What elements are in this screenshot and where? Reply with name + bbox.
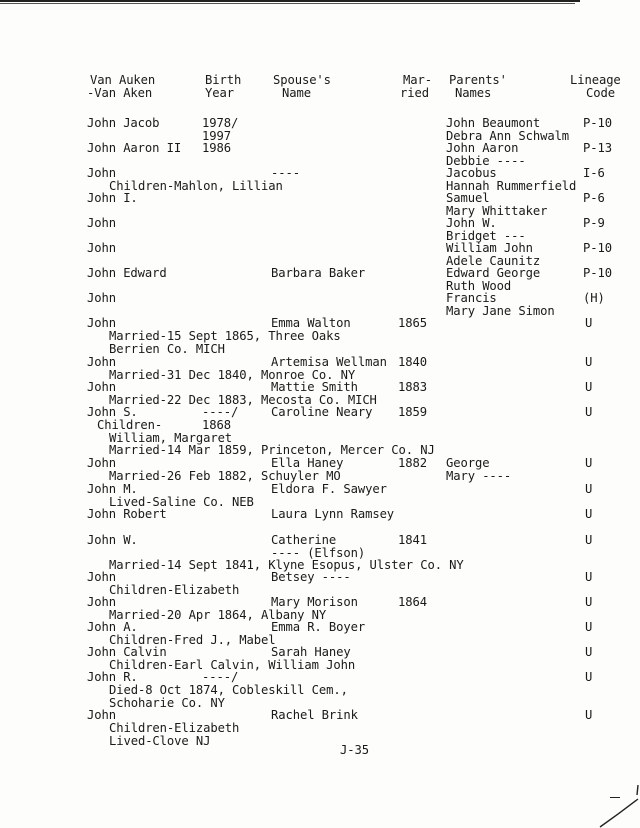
row-birth-year: 1868 — [202, 418, 231, 432]
row-person-name: John R. — [87, 670, 138, 684]
row-spouse-name: Caroline Neary — [271, 405, 373, 419]
row-parent-name: Ruth Wood — [446, 279, 512, 293]
page-number: J-35 — [340, 743, 369, 757]
row-parent-name: Francis — [446, 291, 497, 305]
row-lineage-code: (H) — [583, 291, 605, 305]
header-col-birth-line1: Birth — [205, 73, 242, 87]
scan-top-edge — [0, 0, 580, 2]
row-person-name: John Calvin — [87, 645, 167, 659]
row-person-name: John — [87, 316, 116, 330]
row-person-name: John Jacob — [87, 116, 160, 130]
header-col-name-line1: Van Auken — [90, 73, 156, 87]
row-lineage-code: U — [585, 507, 593, 521]
row-spouse-name: Barbara Baker — [271, 266, 366, 280]
row-person-name: John A. — [87, 620, 138, 634]
row-birth-year: ----/ — [202, 670, 239, 684]
row-note: Children-Fred J., Mabel — [109, 633, 276, 647]
header-col-parents-line2: Names — [455, 86, 492, 100]
row-person-name: John — [87, 708, 116, 722]
row-note: William, Margaret — [109, 431, 233, 445]
row-parent-name: John Aaron — [446, 141, 519, 155]
row-spouse-name: Artemisa Wellman — [271, 355, 387, 369]
row-parent-name: William John — [446, 241, 533, 255]
row-lineage-code: U — [585, 708, 593, 722]
row-lineage-code: U — [585, 316, 593, 330]
header-col-spouse-line2: Name — [282, 86, 311, 100]
header-col-spouse-line1: Spouse's — [273, 73, 331, 87]
row-parent-name: Mary ---- — [446, 469, 512, 483]
row-note: Married-14 Mar 1859, Princeton, Mercer Co. NJ — [109, 443, 435, 457]
row-lineage-code: U — [585, 355, 593, 369]
row-parent-name: Edward George — [446, 266, 541, 280]
row-lineage-code: U — [585, 595, 593, 609]
row-married-year: 1883 — [398, 380, 427, 394]
row-lineage-code: P-9 — [583, 216, 605, 230]
row-lineage-code: U — [585, 380, 593, 394]
row-person-name: John — [87, 241, 116, 255]
row-lineage-code: U — [585, 645, 593, 659]
row-person-name: John — [87, 291, 116, 305]
row-parent-name: Adele Caunitz — [446, 254, 541, 268]
row-parent-name: Debbie ---- — [446, 154, 526, 168]
row-note: Schoharie Co. NY — [109, 696, 225, 710]
row-parent-name: George — [446, 456, 490, 470]
header-col-lineage-line1: Lineage — [570, 73, 621, 87]
row-note: Married-20 Apr 1864, Albany NY — [109, 608, 327, 622]
row-parent-name: John Beaumont — [446, 116, 541, 130]
row-lineage-code: U — [585, 533, 593, 547]
row-note: Berrien Co. MICH — [109, 342, 225, 356]
row-married-year: 1841 — [398, 533, 427, 547]
row-lineage-code: P-10 — [583, 116, 612, 130]
scan-speck — [610, 797, 620, 798]
row-person-name: John S. — [87, 405, 138, 419]
row-spouse-name: Emma Walton — [271, 316, 351, 330]
row-person-name: John — [87, 216, 116, 230]
row-note: Children-Elizabeth — [109, 721, 240, 735]
row-note: Lived-Clove NJ — [109, 734, 211, 748]
row-person-name: John — [87, 456, 116, 470]
row-lineage-code: U — [585, 482, 593, 496]
row-spouse-name: Mary Morison — [271, 595, 358, 609]
header-col-parents-line1: Parents' — [449, 73, 507, 87]
row-parent-name: Debra Ann Schwalm — [446, 129, 570, 143]
header-col-birth-line2: Year — [205, 86, 234, 100]
header-col-married-line2: ried — [400, 86, 429, 100]
row-spouse-name: Catherine — [271, 533, 337, 547]
row-person-name: John — [87, 166, 116, 180]
row-parent-name: Jacobus — [446, 166, 497, 180]
row-parent-name: Bridget --- — [446, 229, 526, 243]
row-person-name: John — [87, 595, 116, 609]
row-birth-year: ----/ — [202, 405, 239, 419]
row-birth-year: 1986 — [202, 141, 231, 155]
row-person-name: John — [87, 355, 116, 369]
row-lineage-code: U — [585, 405, 593, 419]
row-note: Children-Elizabeth — [109, 583, 240, 597]
row-parent-name: Samuel — [446, 191, 490, 205]
row-lineage-code: U — [585, 620, 593, 634]
row-married-year: 1882 — [398, 456, 427, 470]
row-married-year: 1864 — [398, 595, 427, 609]
row-note: Children-Mahlon, Lillian — [109, 179, 283, 193]
row-person-name: Children- — [97, 418, 163, 432]
row-spouse-name: Mattie Smith — [271, 380, 358, 394]
row-note: Married-26 Feb 1882, Schuyler MO — [109, 469, 341, 483]
row-person-name: John I. — [87, 191, 138, 205]
row-spouse-name: ---- (Elfson) — [271, 546, 366, 560]
row-spouse-name: Eldora F. Sawyer — [271, 482, 387, 496]
row-parent-name: John W. — [446, 216, 497, 230]
row-person-name: John Robert — [87, 507, 167, 521]
row-birth-year: 1978/ — [202, 116, 239, 130]
row-married-year: 1859 — [398, 405, 427, 419]
scan-top-edge-shadow — [0, 3, 575, 4]
row-person-name: John Aaron II — [87, 141, 182, 155]
row-lineage-code: P-10 — [583, 266, 612, 280]
row-note: Married-15 Sept 1865, Three Oaks — [109, 329, 341, 343]
header-col-married-line1: Mar- — [403, 73, 432, 87]
row-birth-year: 1997 — [202, 129, 231, 143]
row-person-name: John — [87, 570, 116, 584]
row-note: Lived-Saline Co. NEB — [109, 495, 254, 509]
row-lineage-code: U — [585, 670, 593, 684]
row-person-name: John Edward — [87, 266, 167, 280]
row-lineage-code: P-6 — [583, 191, 605, 205]
row-spouse-name: ---- — [271, 166, 300, 180]
row-note: Children-Earl Calvin, William John — [109, 658, 356, 672]
row-note: Died-8 Oct 1874, Cobleskill Cem., — [109, 683, 348, 697]
row-lineage-code: P-10 — [583, 241, 612, 255]
row-lineage-code: U — [585, 456, 593, 470]
row-note: Married-31 Dec 1840, Monroe Co. NY — [109, 368, 356, 382]
header-col-name-line2: -Van Aken — [87, 86, 153, 100]
row-person-name: John W. — [87, 533, 138, 547]
row-spouse-name: Rachel Brink — [271, 708, 358, 722]
row-spouse-name: Sarah Haney — [271, 645, 351, 659]
row-lineage-code: U — [585, 570, 593, 584]
scan-pen-mark — [590, 785, 640, 828]
row-parent-name: Mary Jane Simon — [446, 304, 555, 318]
row-spouse-name: Ella Haney — [271, 456, 344, 470]
header-col-lineage-line2: Code — [586, 86, 615, 100]
row-lineage-code: P-13 — [583, 141, 612, 155]
row-person-name: John — [87, 380, 116, 394]
row-spouse-name: Betsey ---- — [271, 570, 351, 584]
row-person-name: John M. — [87, 482, 138, 496]
row-note: Married-22 Dec 1883, Mecosta Co. MICH — [109, 393, 377, 407]
row-lineage-code: I-6 — [583, 166, 605, 180]
row-parent-name: Mary Whittaker — [446, 204, 548, 218]
row-parent-name: Hannah Rummerfield — [446, 179, 577, 193]
row-married-year: 1865 — [398, 316, 427, 330]
row-spouse-name: Emma R. Boyer — [271, 620, 366, 634]
row-married-year: 1840 — [398, 355, 427, 369]
row-spouse-name: Laura Lynn Ramsey — [271, 507, 395, 521]
row-note: Married-14 Sept 1841, Klyne Esopus, Ulster Co. NY — [109, 558, 464, 572]
